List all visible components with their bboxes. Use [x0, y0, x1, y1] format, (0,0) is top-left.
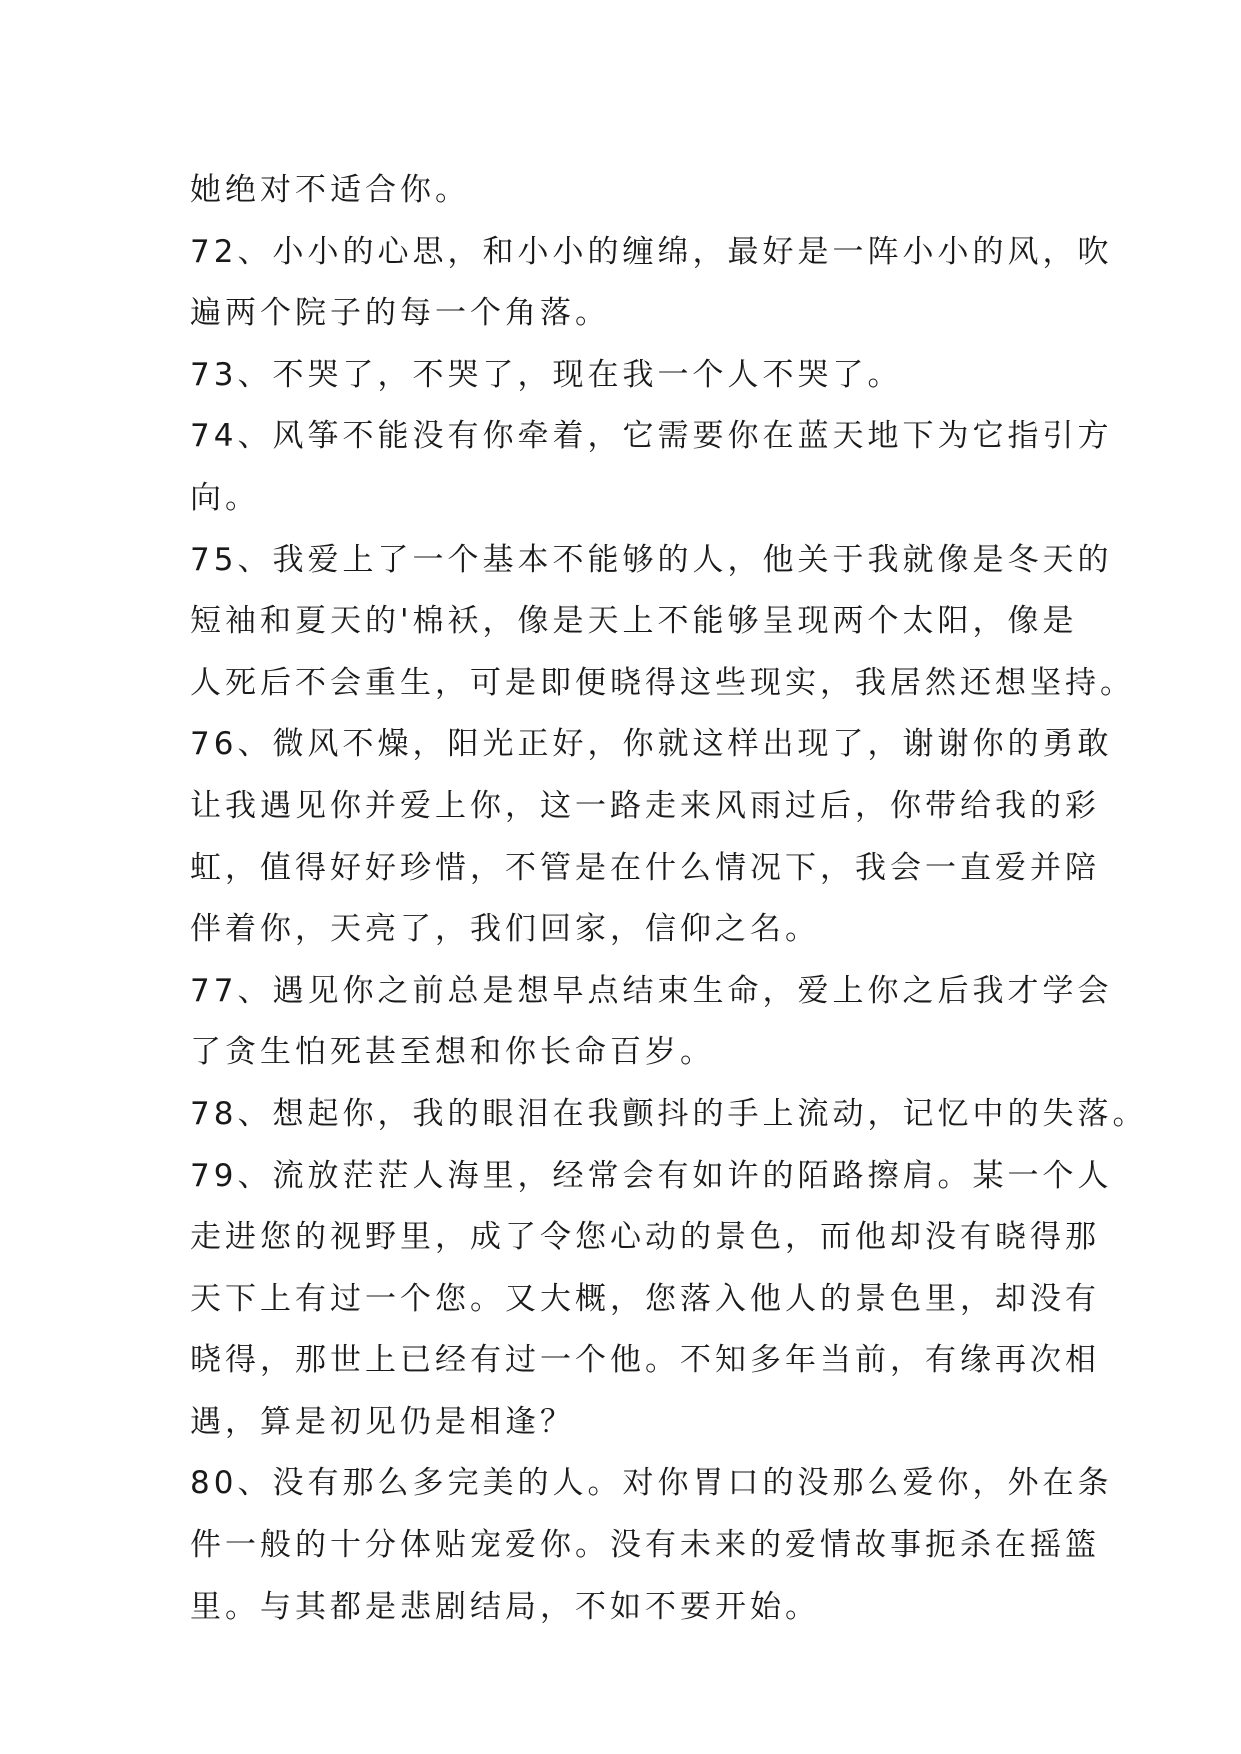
text-line: 80、没有那么多完美的人。对你胃口的没那么爱你，外在条	[190, 1465, 1113, 1502]
text-line: 里。与其都是悲剧结局，不如不要开始。	[190, 1588, 820, 1625]
text-line: 走进您的视野里，成了令您心动的景色，而他却没有晓得那	[190, 1219, 1100, 1256]
text-line: 人死后不会重生，可是即便晓得这些现实，我居然还想坚持。	[190, 664, 1135, 701]
text-line: 72、小小的心思，和小小的缠绵，最好是一阵小小的风，吹	[190, 233, 1113, 270]
text-line: 75、我爱上了一个基本不能够的人，他关于我就像是冬天的	[190, 541, 1113, 578]
text-line: 79、流放茫茫人海里，经常会有如许的陌路擦肩。某一个人	[190, 1157, 1113, 1194]
body-text	[190, 160, 1148, 1638]
text-line: 77、遇见你之前总是想早点结束生命，爱上你之后我才学会	[190, 972, 1113, 1009]
text-line: 74、风筝不能没有你牵着，它需要你在蓝天地下为它指引方	[190, 418, 1113, 455]
text-line: 76、微风不燥，阳光正好，你就这样出现了，谢谢你的勇敢	[190, 726, 1113, 763]
text-line: 遍两个院子的每一个角落。	[190, 295, 610, 332]
text-line: 短袖和夏天的'棉袄，像是天上不能够呈现两个太阳，像是	[190, 603, 1078, 640]
text-line: 让我遇见你并爱上你，这一路走来风雨过后，你带给我的彩	[190, 787, 1100, 824]
text-line: 虹，值得好好珍惜，不管是在什么情况下，我会一直爱并陪	[190, 849, 1100, 886]
text-line: 件一般的十分体贴宠爱你。没有未来的爱情故事扼杀在摇篮	[190, 1527, 1100, 1564]
text-line: 她绝对不适合你。	[190, 172, 470, 208]
text-line: 向。	[190, 479, 260, 516]
text-line: 78、想起你，我的眼泪在我颤抖的手上流动，记忆中的失落。	[190, 1095, 1148, 1132]
text-line: 伴着你，天亮了，我们回家，信仰之名。	[190, 911, 820, 948]
text-line: 晓得，那世上已经有过一个他。不知多年当前，有缘再次相	[190, 1342, 1100, 1379]
text-line: 73、不哭了，不哭了，现在我一个人不哭了。	[190, 356, 903, 393]
text-line: 天下上有过一个您。又大概，您落入他人的景色里，却没有	[190, 1280, 1100, 1317]
text-line: 了贪生怕死甚至想和你长命百岁。	[190, 1034, 715, 1071]
text-line: 遇，算是初见仍是相逢？	[190, 1403, 575, 1440]
